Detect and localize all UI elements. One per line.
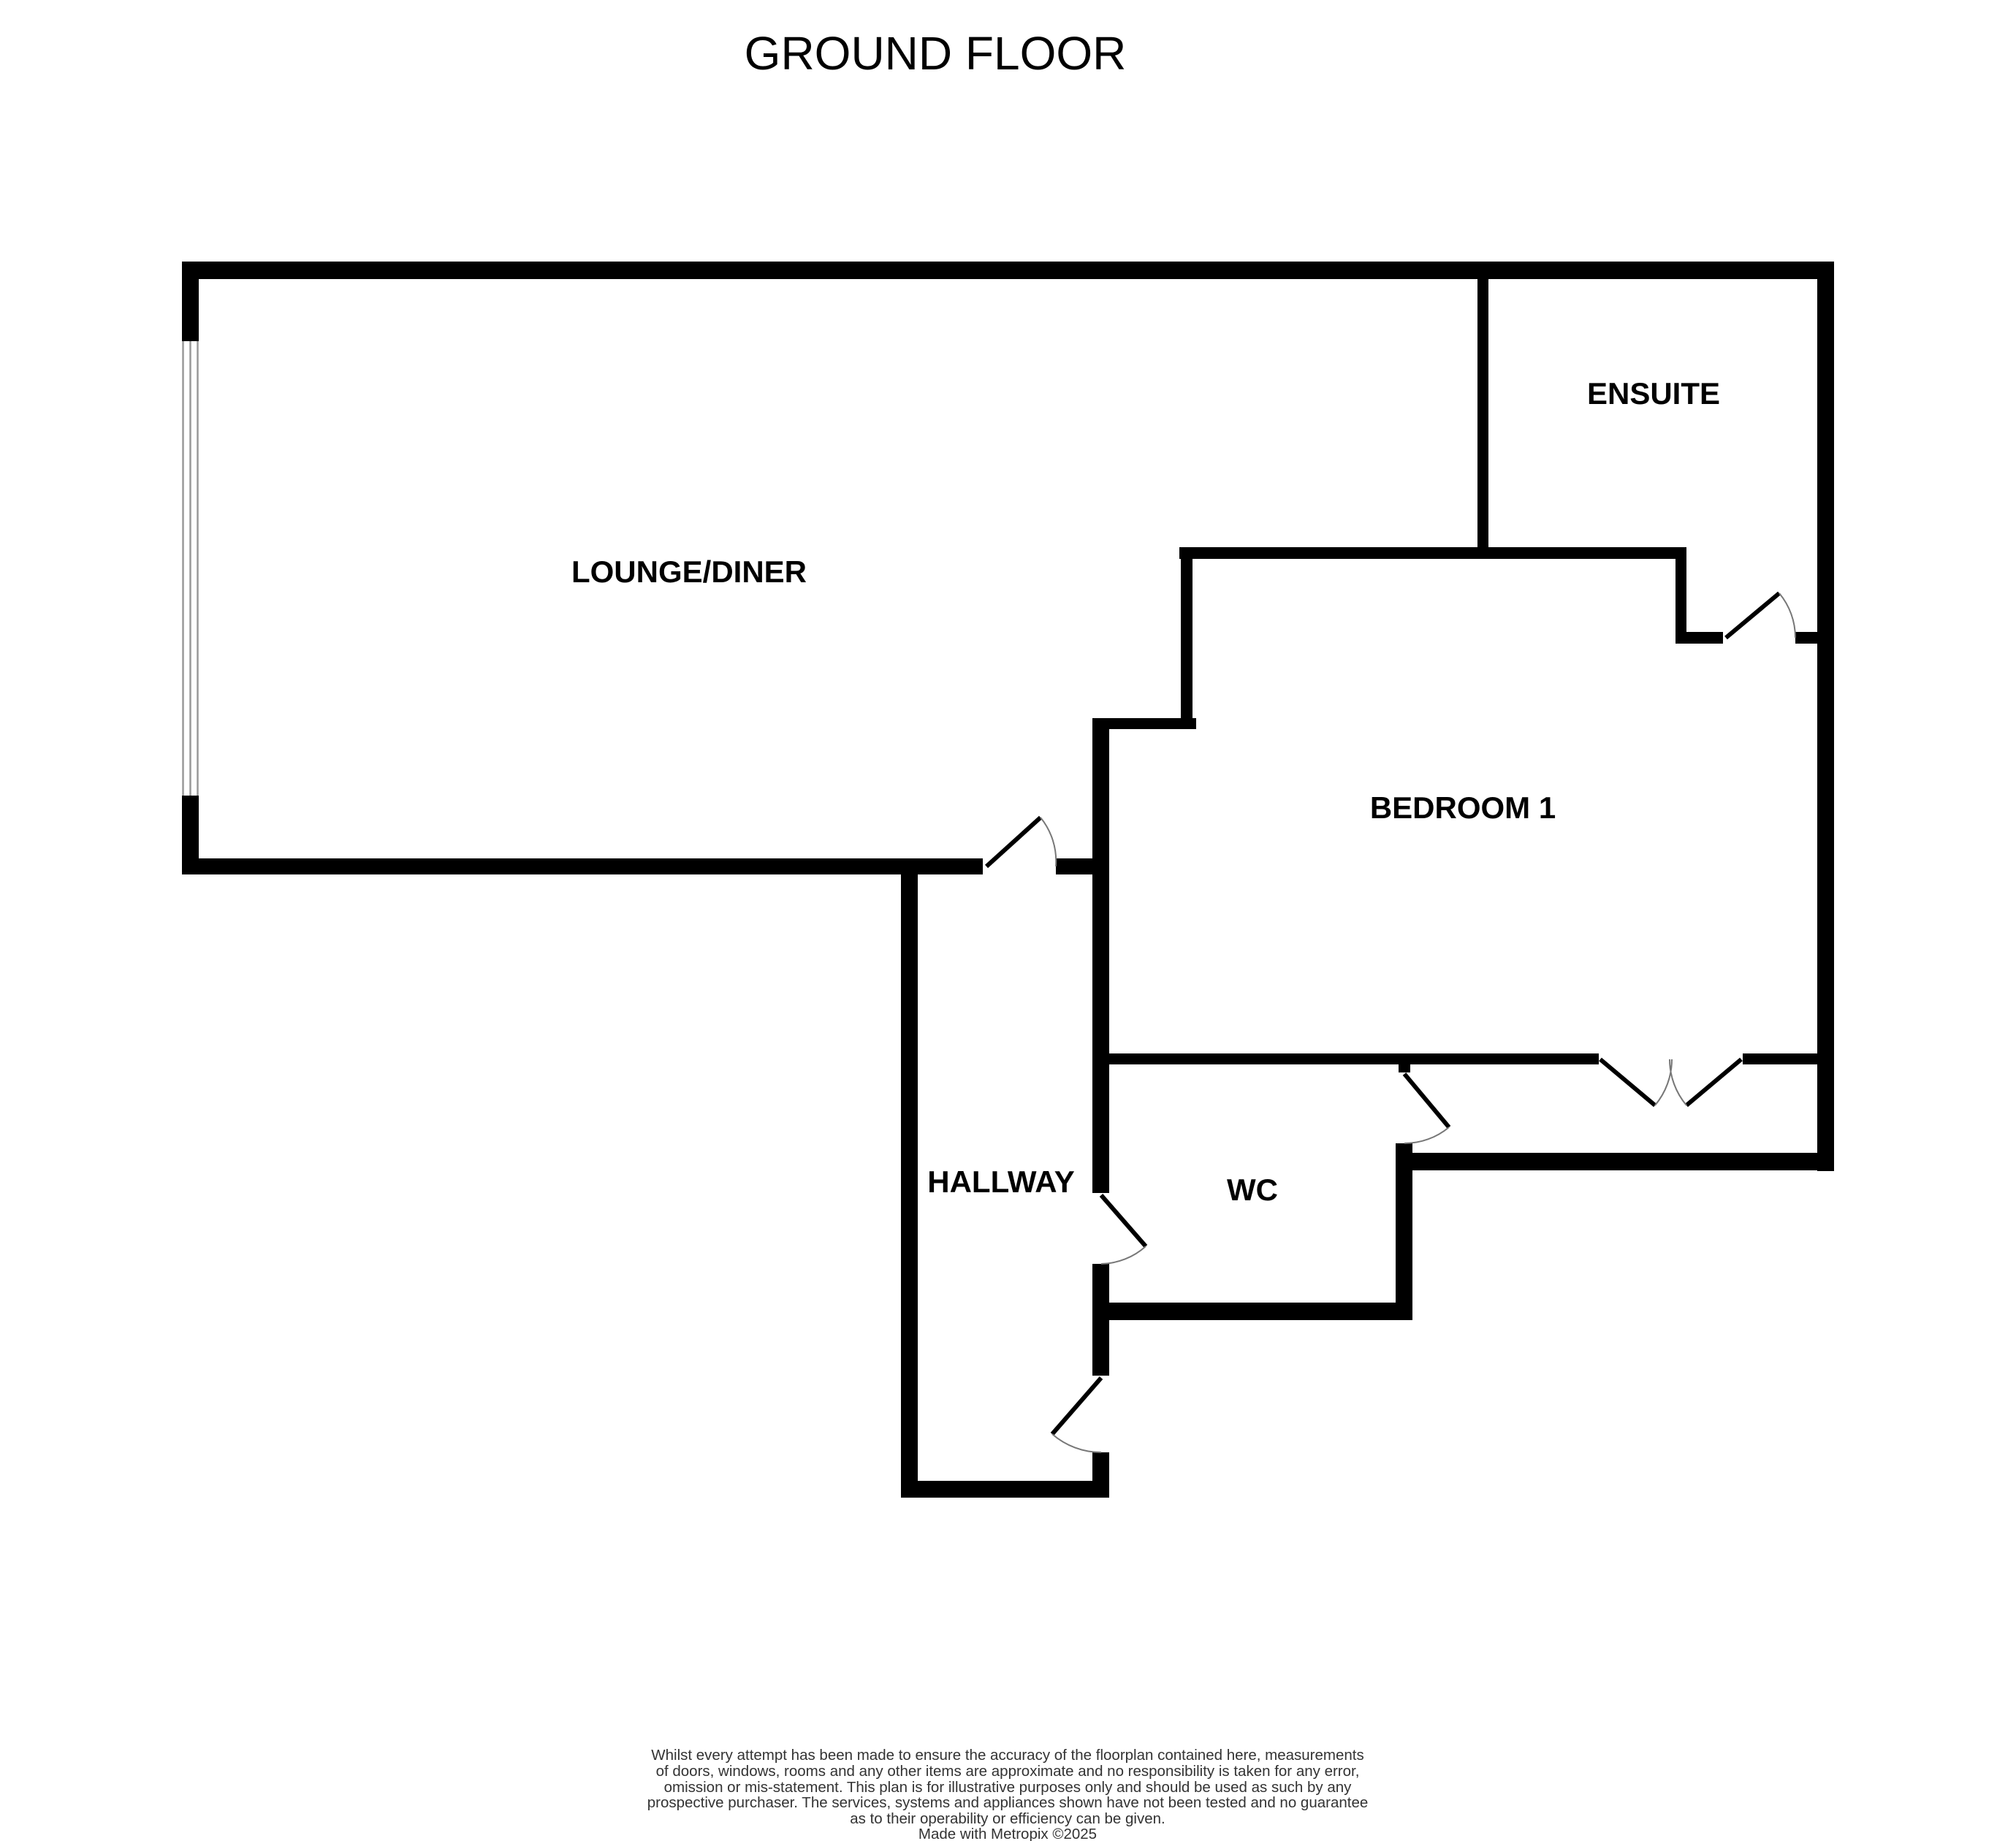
bedroom-double-door-right-leaf xyxy=(1686,1059,1741,1105)
wall-top-exterior xyxy=(182,262,1834,279)
wall-right-exterior xyxy=(1817,262,1834,1171)
page-title: GROUND FLOOR xyxy=(744,27,1127,80)
wall-bedroom-top xyxy=(1179,547,1686,559)
entrance-door xyxy=(1052,1378,1101,1452)
disclaimer-line: prospective purchaser. The services, systems and appliances shown have not been tested and no guarantee xyxy=(647,1794,1369,1811)
wall-bedroom-bottom-right xyxy=(1743,1053,1817,1064)
wall-lounge-bottom xyxy=(182,858,983,874)
wc-corridor-door-leaf xyxy=(1404,1074,1449,1127)
wall-ensuite-lobby-stub-right xyxy=(1795,632,1818,644)
room-label-bedroom1: BEDROOM 1 xyxy=(1369,790,1556,825)
bedroom-double-door xyxy=(1600,1059,1741,1105)
wall-bedroom-step xyxy=(1092,718,1196,729)
ensuite-door-leaf xyxy=(1726,593,1779,638)
wc-hallway-door-arc xyxy=(1101,1246,1146,1264)
wall-ensuite-lobby-left xyxy=(1675,547,1686,644)
disclaimer-line: Whilst every attempt has been made to ensure the accuracy of the floorplan contained here, measurements xyxy=(651,1747,1364,1764)
entrance-door-arc xyxy=(1052,1434,1101,1452)
wc-corridor-door-arc xyxy=(1404,1127,1449,1143)
window-symbol xyxy=(182,341,199,796)
bedroom-double-door-left-leaf xyxy=(1600,1059,1655,1105)
wc-hallway-door-leaf xyxy=(1101,1195,1146,1246)
wc-hallway-door xyxy=(1101,1195,1146,1264)
disclaimer xyxy=(647,1747,1369,1841)
wc-corridor-door xyxy=(1404,1074,1449,1143)
disclaimer-line: of doors, windows, rooms and any other items are approximate and no responsibility is taken for any error, xyxy=(655,1763,1360,1780)
entrance-door-leaf xyxy=(1052,1378,1101,1434)
room-label-hallway: HALLWAY xyxy=(927,1165,1075,1199)
wall-bedroom-bottom-mid xyxy=(1404,1053,1599,1064)
lounge-door xyxy=(986,817,1056,866)
wall-wc-top xyxy=(1092,1053,1404,1064)
room-labels xyxy=(571,376,1720,1207)
wall-hallway-left xyxy=(901,874,918,1498)
wall-hallway-right-lower xyxy=(1092,1452,1109,1498)
wall-left-exterior-upper xyxy=(182,262,199,341)
room-label-lounge: LOUNGE/DINER xyxy=(571,554,807,589)
room-label-ensuite: ENSUITE xyxy=(1586,376,1721,411)
room-label-wc: WC xyxy=(1227,1173,1278,1207)
walls xyxy=(182,262,1834,1498)
disclaimer-line: omission or mis-statement. This plan is for illustrative purposes only and should be used as such by any xyxy=(663,1779,1352,1796)
wall-ensuite-lobby-stub-left xyxy=(1675,632,1723,644)
lounge-door-arc xyxy=(1041,817,1056,866)
wall-hallway-bottom xyxy=(901,1481,1109,1498)
lounge-door-leaf xyxy=(986,817,1041,866)
wall-ensuite-left xyxy=(1477,279,1488,547)
wall-bedroom-left-upper xyxy=(1181,547,1193,729)
disclaimer-line: as to their operability or efficiency can be given. xyxy=(850,1810,1165,1827)
wall-corridor-bottom xyxy=(1396,1153,1834,1170)
metropix-credit: Made with Metropix ©2025 xyxy=(918,1826,1098,1841)
wall-hallway-right-upper xyxy=(1092,718,1109,1193)
ensuite-door xyxy=(1726,593,1795,638)
wall-wc-bottom xyxy=(1092,1303,1412,1320)
ensuite-door-arc xyxy=(1779,593,1795,638)
